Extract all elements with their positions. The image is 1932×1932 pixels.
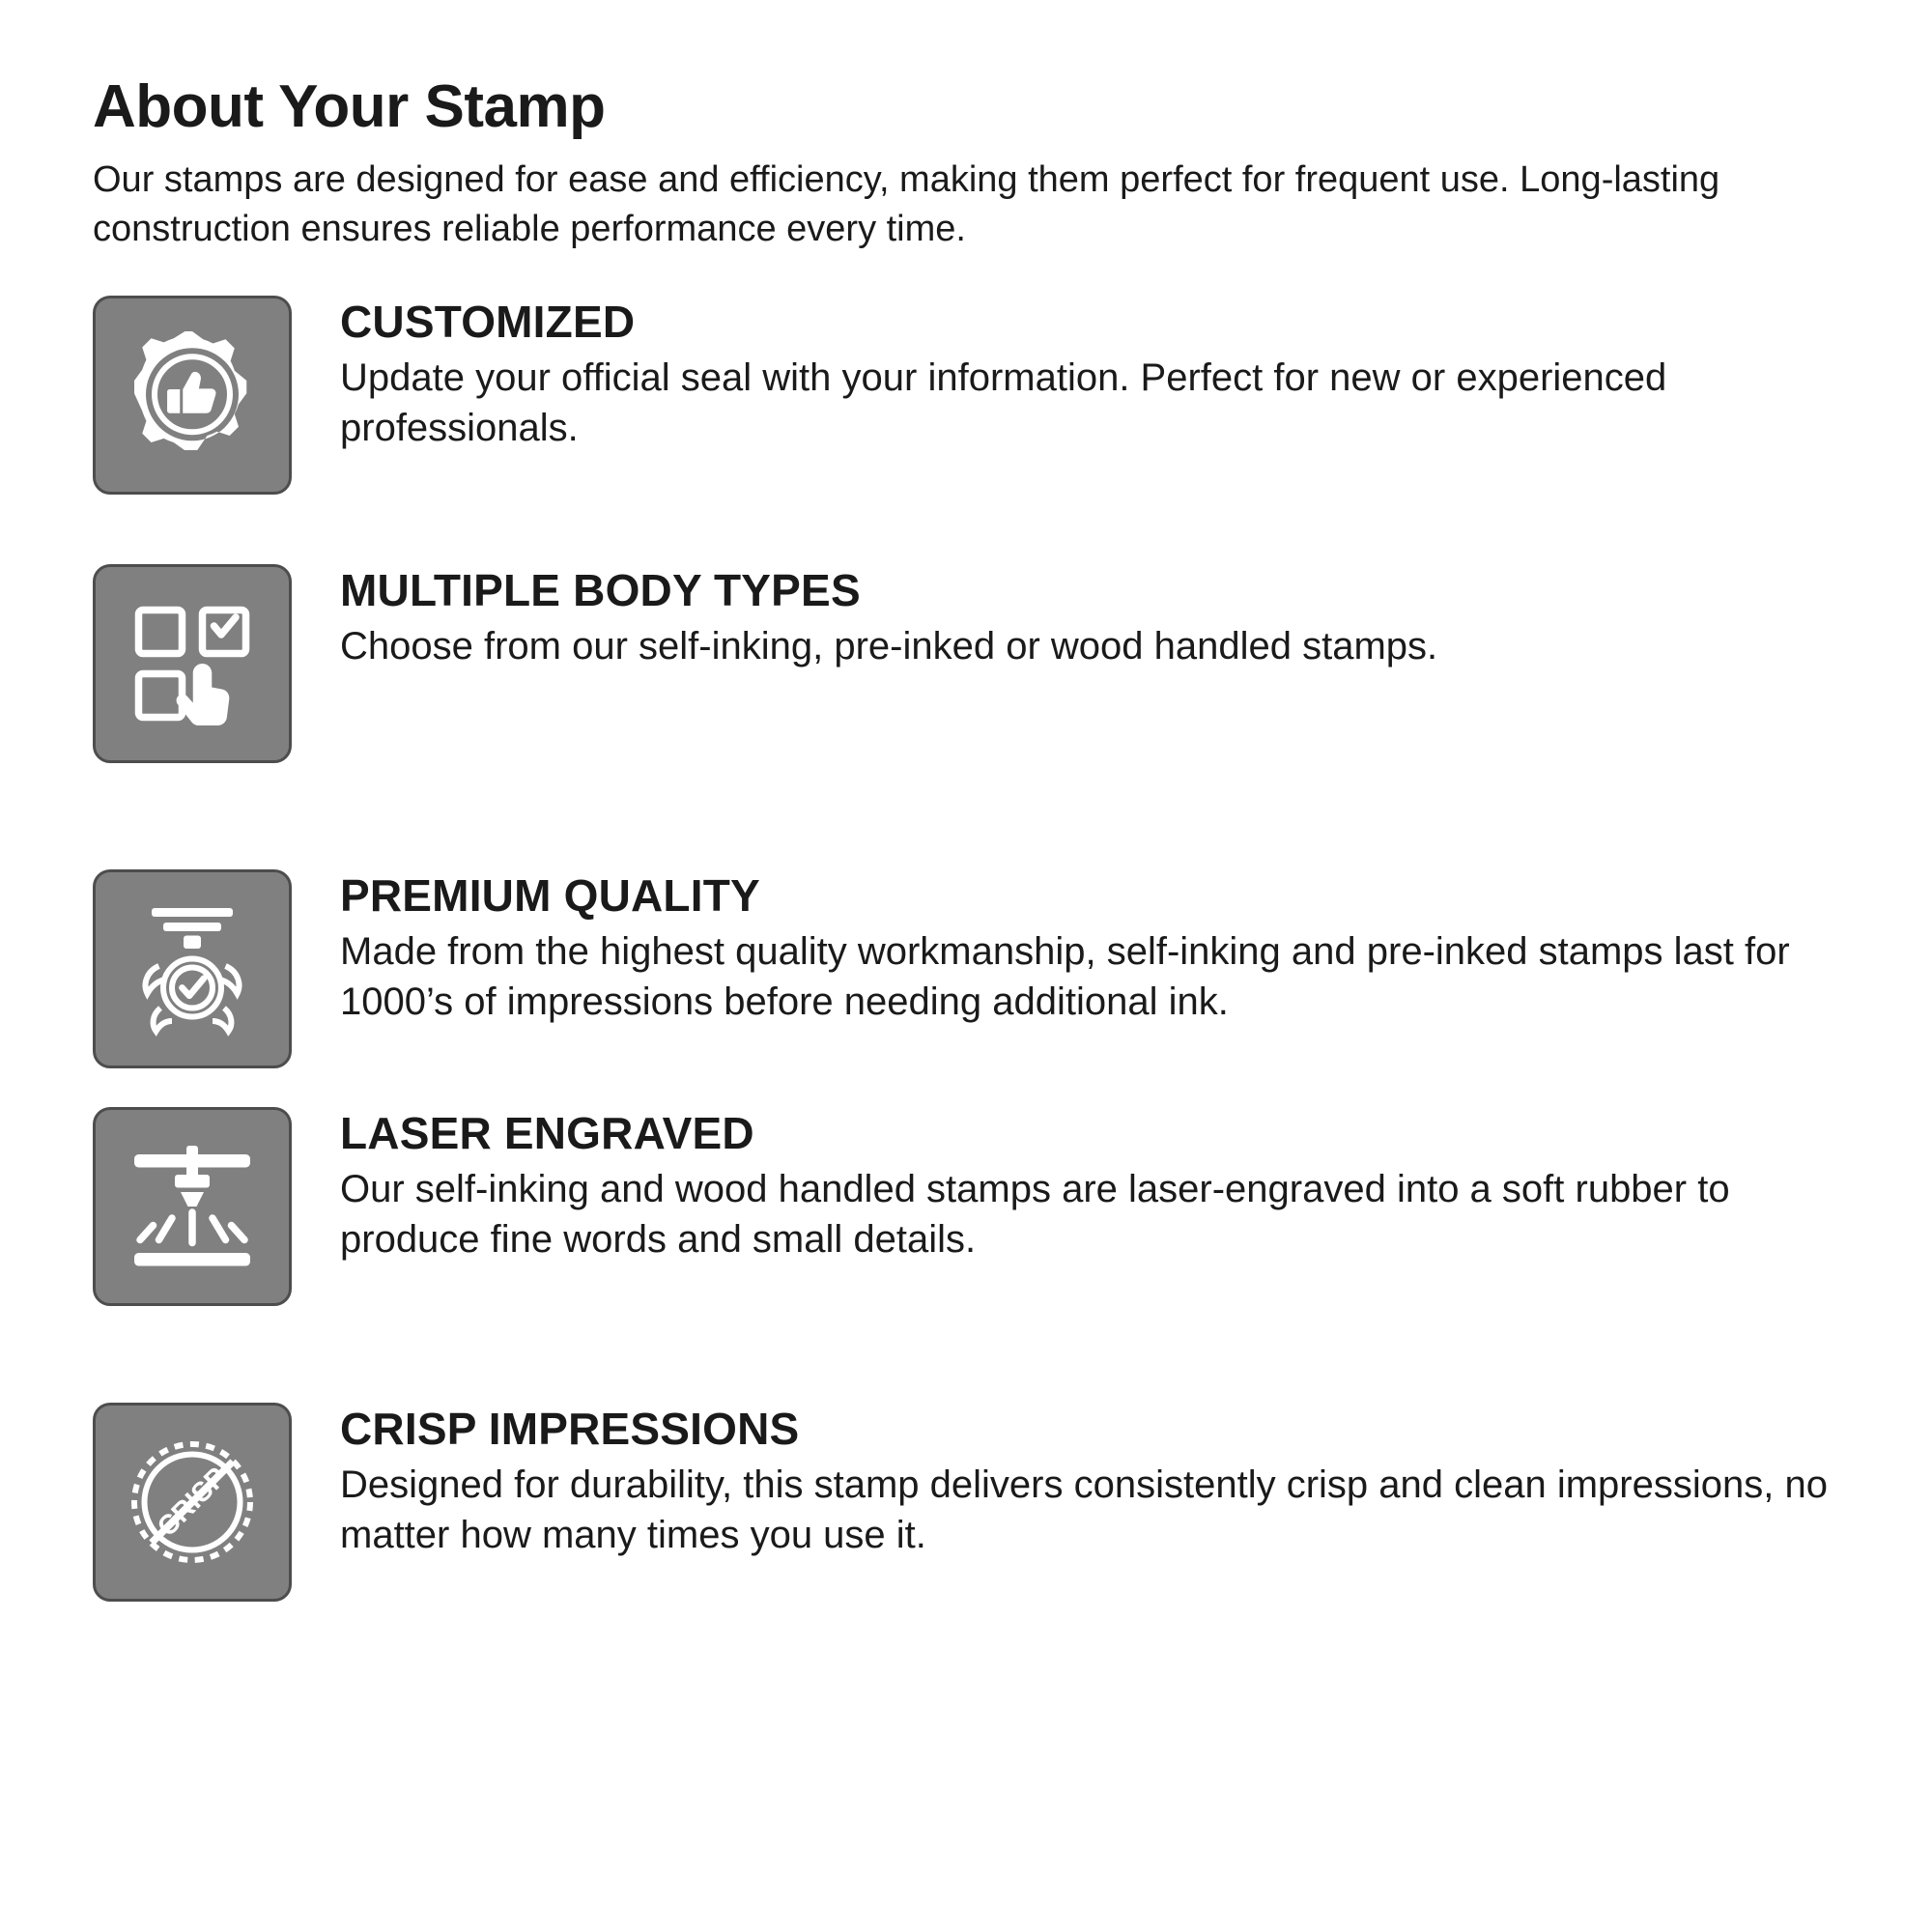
gear-thumbs-up-icon xyxy=(120,323,265,468)
feature-text xyxy=(340,564,1839,671)
list-item xyxy=(93,1403,1839,1602)
feature-text xyxy=(340,1403,1839,1560)
feature-text xyxy=(340,869,1839,1027)
icon-tile xyxy=(93,1107,292,1306)
feature-description: Choose from our self-inking, pre-inked or wood handled stamps. xyxy=(340,624,1438,668)
laser-engraver-icon xyxy=(120,1134,265,1279)
feature-title: MULTIPLE BODY TYPES xyxy=(340,565,861,616)
list-item xyxy=(93,296,1839,495)
list-item xyxy=(93,1107,1839,1306)
icon-tile xyxy=(93,564,292,763)
feature-description: Our self-inking and wood handled stamps are laser-engraved into a soft rubber to produce fine words and small details. xyxy=(340,1167,1730,1261)
list-item xyxy=(93,564,1839,763)
feature-description: Designed for durability, this stamp delivers consistently crisp and clean impressions, no matter how many times you use it. xyxy=(340,1463,1828,1556)
feature-title: LASER ENGRAVED xyxy=(340,1108,754,1159)
feature-description: Made from the highest quality workmanship, self-inking and pre-inked stamps last for 1000’s of impressions before needing additional ink. xyxy=(340,929,1790,1023)
icon-tile xyxy=(93,869,292,1068)
feature-title: PREMIUM QUALITY xyxy=(340,870,760,922)
icon-tile xyxy=(93,296,292,495)
feature-text xyxy=(340,296,1839,453)
feature-text xyxy=(340,1107,1839,1264)
feature-list xyxy=(93,296,1839,1602)
intro-paragraph: Our stamps are designed for ease and efficiency, making them perfect for frequent use. Long-lasting construction ensures reliable performance every time. xyxy=(93,159,1720,249)
list-item xyxy=(93,869,1839,1068)
quality-award-check-icon xyxy=(120,896,265,1041)
crisp-stamp-badge-icon xyxy=(120,1430,265,1575)
options-select-hand-icon xyxy=(120,591,265,736)
crisp-badge-text: CRISP xyxy=(151,1462,234,1544)
feature-title: CUSTOMIZED xyxy=(340,297,636,348)
feature-description: Update your official seal with your information. Perfect for new or experienced professionals. xyxy=(340,355,1667,449)
page-title: About Your Stamp xyxy=(93,73,606,140)
icon-tile xyxy=(93,1403,292,1602)
feature-title: CRISP IMPRESSIONS xyxy=(340,1404,800,1455)
